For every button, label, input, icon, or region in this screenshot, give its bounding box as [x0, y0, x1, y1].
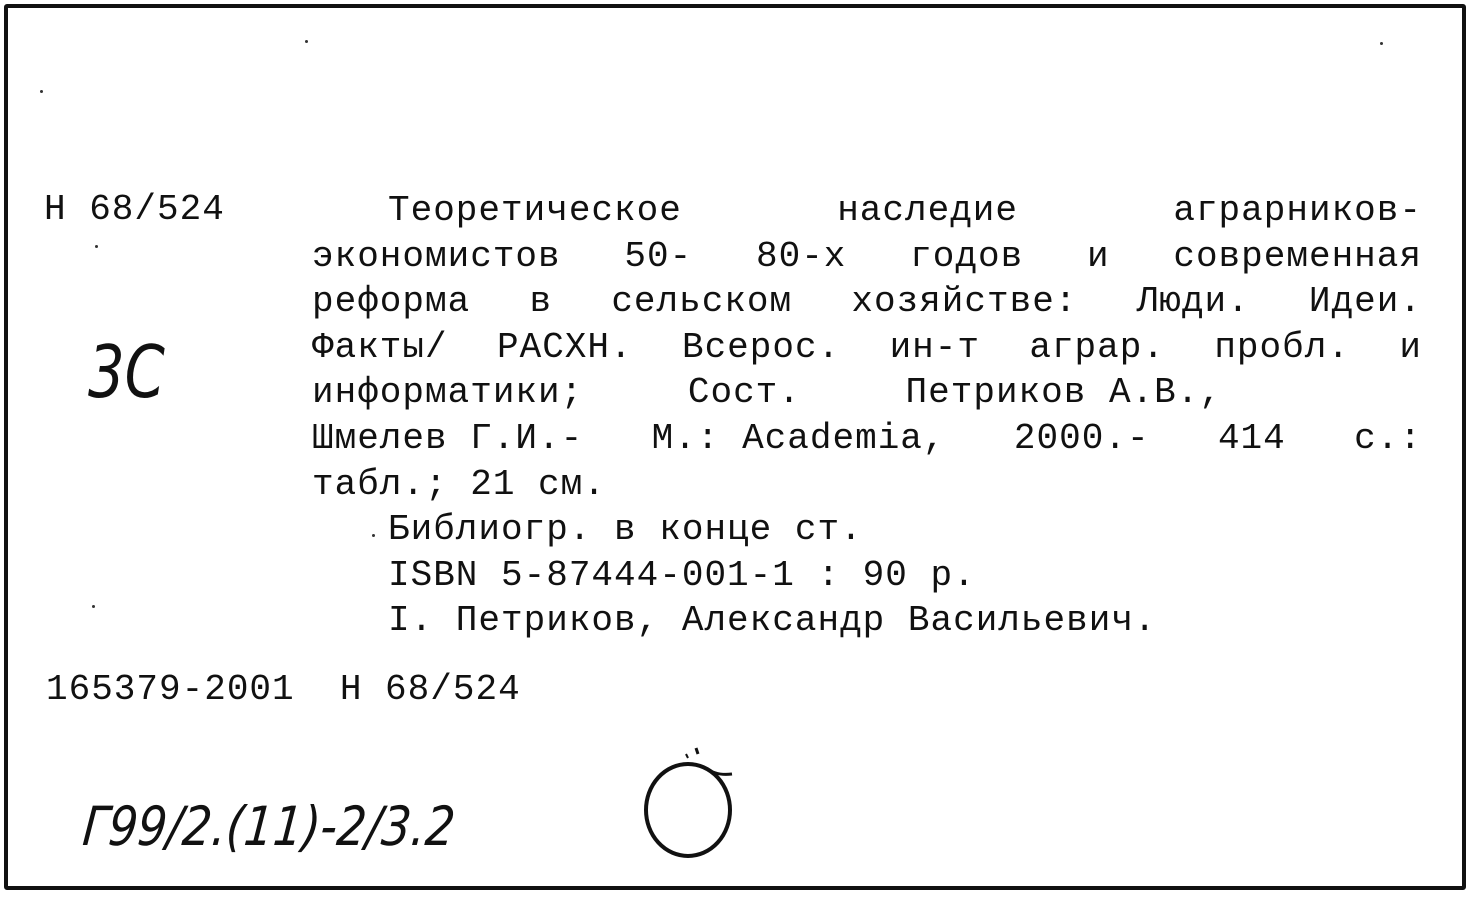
title-word: пробл.	[1214, 326, 1350, 368]
punch-hole-circle	[636, 738, 756, 868]
title-word: ин-т	[889, 326, 980, 368]
title-word: Шмелев Г.И.-	[312, 417, 584, 459]
title-word: наследие	[837, 190, 1019, 231]
speck	[92, 605, 95, 608]
title-line-3	[312, 279, 1422, 325]
title-word: Всерос.	[681, 326, 841, 368]
title-line-4	[312, 325, 1422, 371]
title-word: РАСХН.	[496, 326, 633, 368]
title-word: 414	[1217, 417, 1286, 459]
title-word: в	[529, 281, 553, 323]
note-bibliography: Библиогр. в конце ст.	[388, 509, 863, 551]
bibliographic-description	[312, 188, 1422, 644]
title-word: реформа	[312, 281, 471, 323]
title-word: Теоретическое	[388, 190, 682, 231]
handwritten-classification: Г99/2.(11)-2/3.2	[80, 795, 458, 858]
title-word: с.:	[1354, 417, 1422, 459]
title-line-2	[312, 234, 1422, 280]
note-added-entry: I. Петриков, Александр Васильевич.	[388, 600, 1157, 642]
title-word: 50-	[624, 235, 693, 277]
physical-description: табл.; 21 см.	[312, 463, 606, 505]
title-word: экономистов	[312, 235, 561, 277]
title-word: сельском	[611, 281, 793, 323]
title-word: Люди.	[1136, 281, 1250, 323]
title-word: аграр.	[1029, 326, 1165, 368]
speck	[1380, 42, 1383, 45]
title-word: и	[1399, 326, 1422, 368]
title-line-5	[312, 370, 1222, 416]
speck	[95, 245, 98, 248]
accession-number: 165379-2001 Н 68/524	[46, 669, 521, 710]
title-word: Идеи.	[1308, 281, 1422, 323]
call-number: Н 68/524	[44, 189, 225, 230]
note-isbn: ISBN 5-87444-001-1 : 90 р.	[388, 554, 976, 596]
speck	[40, 90, 43, 93]
title-word: 2000.-	[1013, 417, 1150, 459]
title-word: аграрников-	[1173, 190, 1422, 231]
title-word: Сост.	[687, 372, 801, 414]
title-word: информатики;	[312, 372, 584, 414]
title-line-1	[312, 188, 1422, 234]
title-word: современная	[1173, 235, 1422, 277]
title-word: хозяйстве:	[851, 281, 1078, 323]
title-line-6	[312, 416, 1422, 462]
title-word: М.: Academia,	[651, 417, 946, 459]
handwritten-mark: 3С	[88, 330, 165, 414]
speck	[372, 534, 375, 537]
speck	[305, 40, 308, 43]
title-word: Факты/	[312, 326, 448, 368]
title-word: Петриков А.В.,	[905, 372, 1222, 414]
title-word: годов	[910, 235, 1024, 277]
title-word: 80-х	[755, 235, 847, 277]
title-word: и	[1086, 235, 1110, 277]
